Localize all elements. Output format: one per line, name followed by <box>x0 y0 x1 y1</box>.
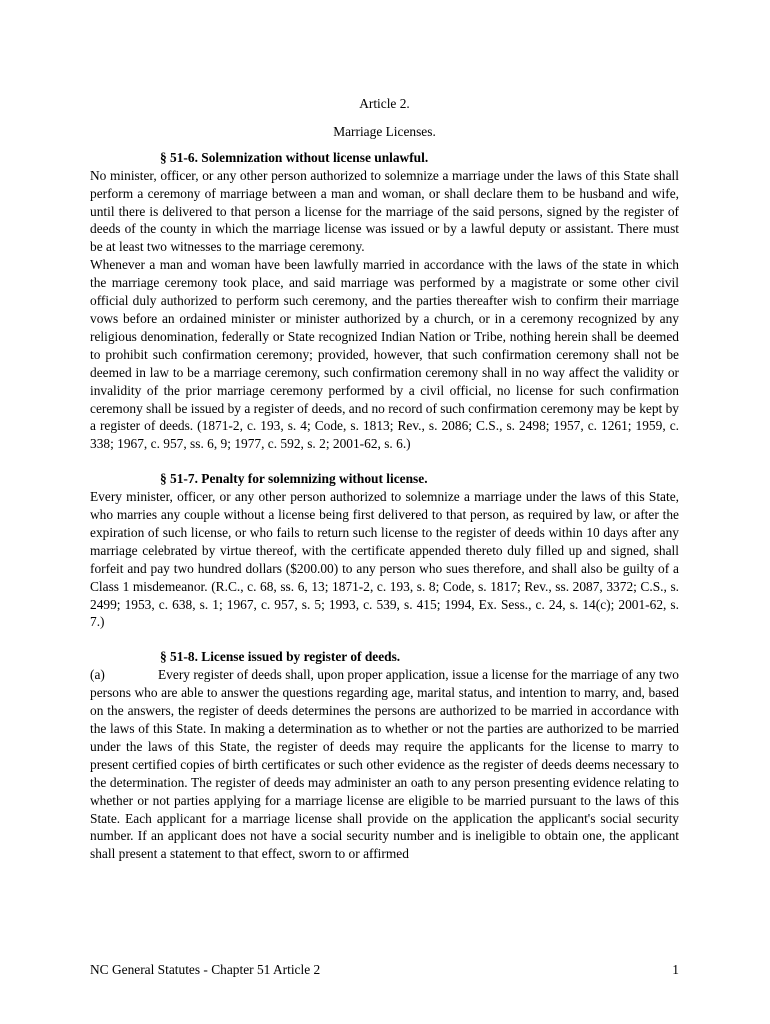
section-51-6 <box>90 149 679 453</box>
page-number: 1 <box>672 962 679 977</box>
section-51-8 <box>90 648 679 863</box>
section-paragraph: No minister, officer, or any other person authorized to solemnize a marriage under the laws of this State shall perform a ceremony of marriage between a man and woman, or shall declare them to be husband and wife, until there is delivered to that person a license for the marriage of the said persons, signed by the register of deeds of the county in which the marriage license was issued or by a lawful deputy or assistant. There must be at least two witnesses to the marriage ceremony. <box>90 167 679 255</box>
subsection-text: Every register of deeds shall, upon proper application, issue a license for the marriage of any two persons who are able to answer the questions regarding age, marital status, and intention to marry, and, based on the answers, the register of deeds determines the persons are authorized to be married in accordance with the laws of this State. In making a determination as to whether or not the parties are authorized to be married under the laws of this State, the register of deeds may require the applicants for the license to marry to present certified copies of birth certificates or such other evidence as the register of deeds deems necessary to the determination. The register of deeds may administer an oath to any person presenting evidence relating to whether or not parties applying for a marriage license are eligible to be married pursuant to the laws of this State. Each applicant for a marriage license shall provide on the application the applicant's social security number. If an applicant does not have a social security number and is ineligible to obtain one, the applicant shall present a statement to that effect, sworn to or affirmed <box>90 667 679 862</box>
subsection-a <box>90 666 679 863</box>
subsection-label: (a) <box>90 667 105 683</box>
footer-title: NC General Statutes - Chapter 51 Article 2 <box>90 962 321 977</box>
article-subtitle: Marriage Licenses. <box>333 123 436 139</box>
section-heading: § 51-8. License issued by register of deeds. <box>160 649 401 665</box>
page-footer <box>90 962 679 978</box>
section-paragraph: Whenever a man and woman have been lawfully married in accordance with the laws of the state in which the marriage ceremony took place, and said marriage was performed by a magistrate or some other civil official duly authorized to perform such ceremony, and the parties thereafter wish to confirm their marriage vows before an ordained minister or minister authorized by a church, or in a ceremony recognized by any religious denomination, federally or State recognized Indian Nation or Tribe, nothing herein shall be deemed to prohibit such confirmation ceremony; provided, however, that such confirmation ceremony shall not be deemed in law to be a marriage ceremony, such confirmation ceremony shall in no way affect the validity or invalidity of the prior marriage ceremony performed by a civil official, no license for such confirmation ceremony shall be issued by a register of deeds, and no record of such confirmation ceremony may be kept by a register of deeds. (1871-2, c. 193, s. 4; Code, s. 1813; Rev., s. 2086; C.S., s. 2498; 1957, c. 1261; 1959, c. 338; 1967, c. 957, ss. 6, 9; 1977, c. 592, s. 2; 2001-62, s. 6.) <box>90 257 679 452</box>
section-paragraph: Every minister, officer, or any other person authorized to solemnize a marriage under the laws of this State, who marries any couple without a license being first delivered to that person, as required by law, or after the expiration of such license, or who fails to return such license to the register of deeds within 10 days after any marriage celebrated by virtue thereof, with the certificate appended thereto duly filled up and signed, shall forfeit and pay two hundred dollars ($200.00) to any person who sues therefore, and shall also be guilty of a Class 1 misdemeanor. (R.C., c. 68, ss. 6, 13; 1871-2, c. 193, s. 8; Code, s. 1817; Rev., ss. 2087, 3372; C.S., s. 2499; 1953, c. 638, s. 1; 1967, c. 957, s. 5; 1993, c. 539, s. 415; 1994, Ex. Sess., c. 24, s. 14(c); 2001-62, s. 7.) <box>90 489 679 630</box>
document-body <box>90 95 679 863</box>
article-title: Article 2. <box>359 96 410 111</box>
section-51-7 <box>90 470 679 631</box>
section-heading: § 51-7. Penalty for solemnizing without license. <box>160 471 428 487</box>
section-heading: § 51-6. Solemnization without license unlawful. <box>160 149 429 165</box>
